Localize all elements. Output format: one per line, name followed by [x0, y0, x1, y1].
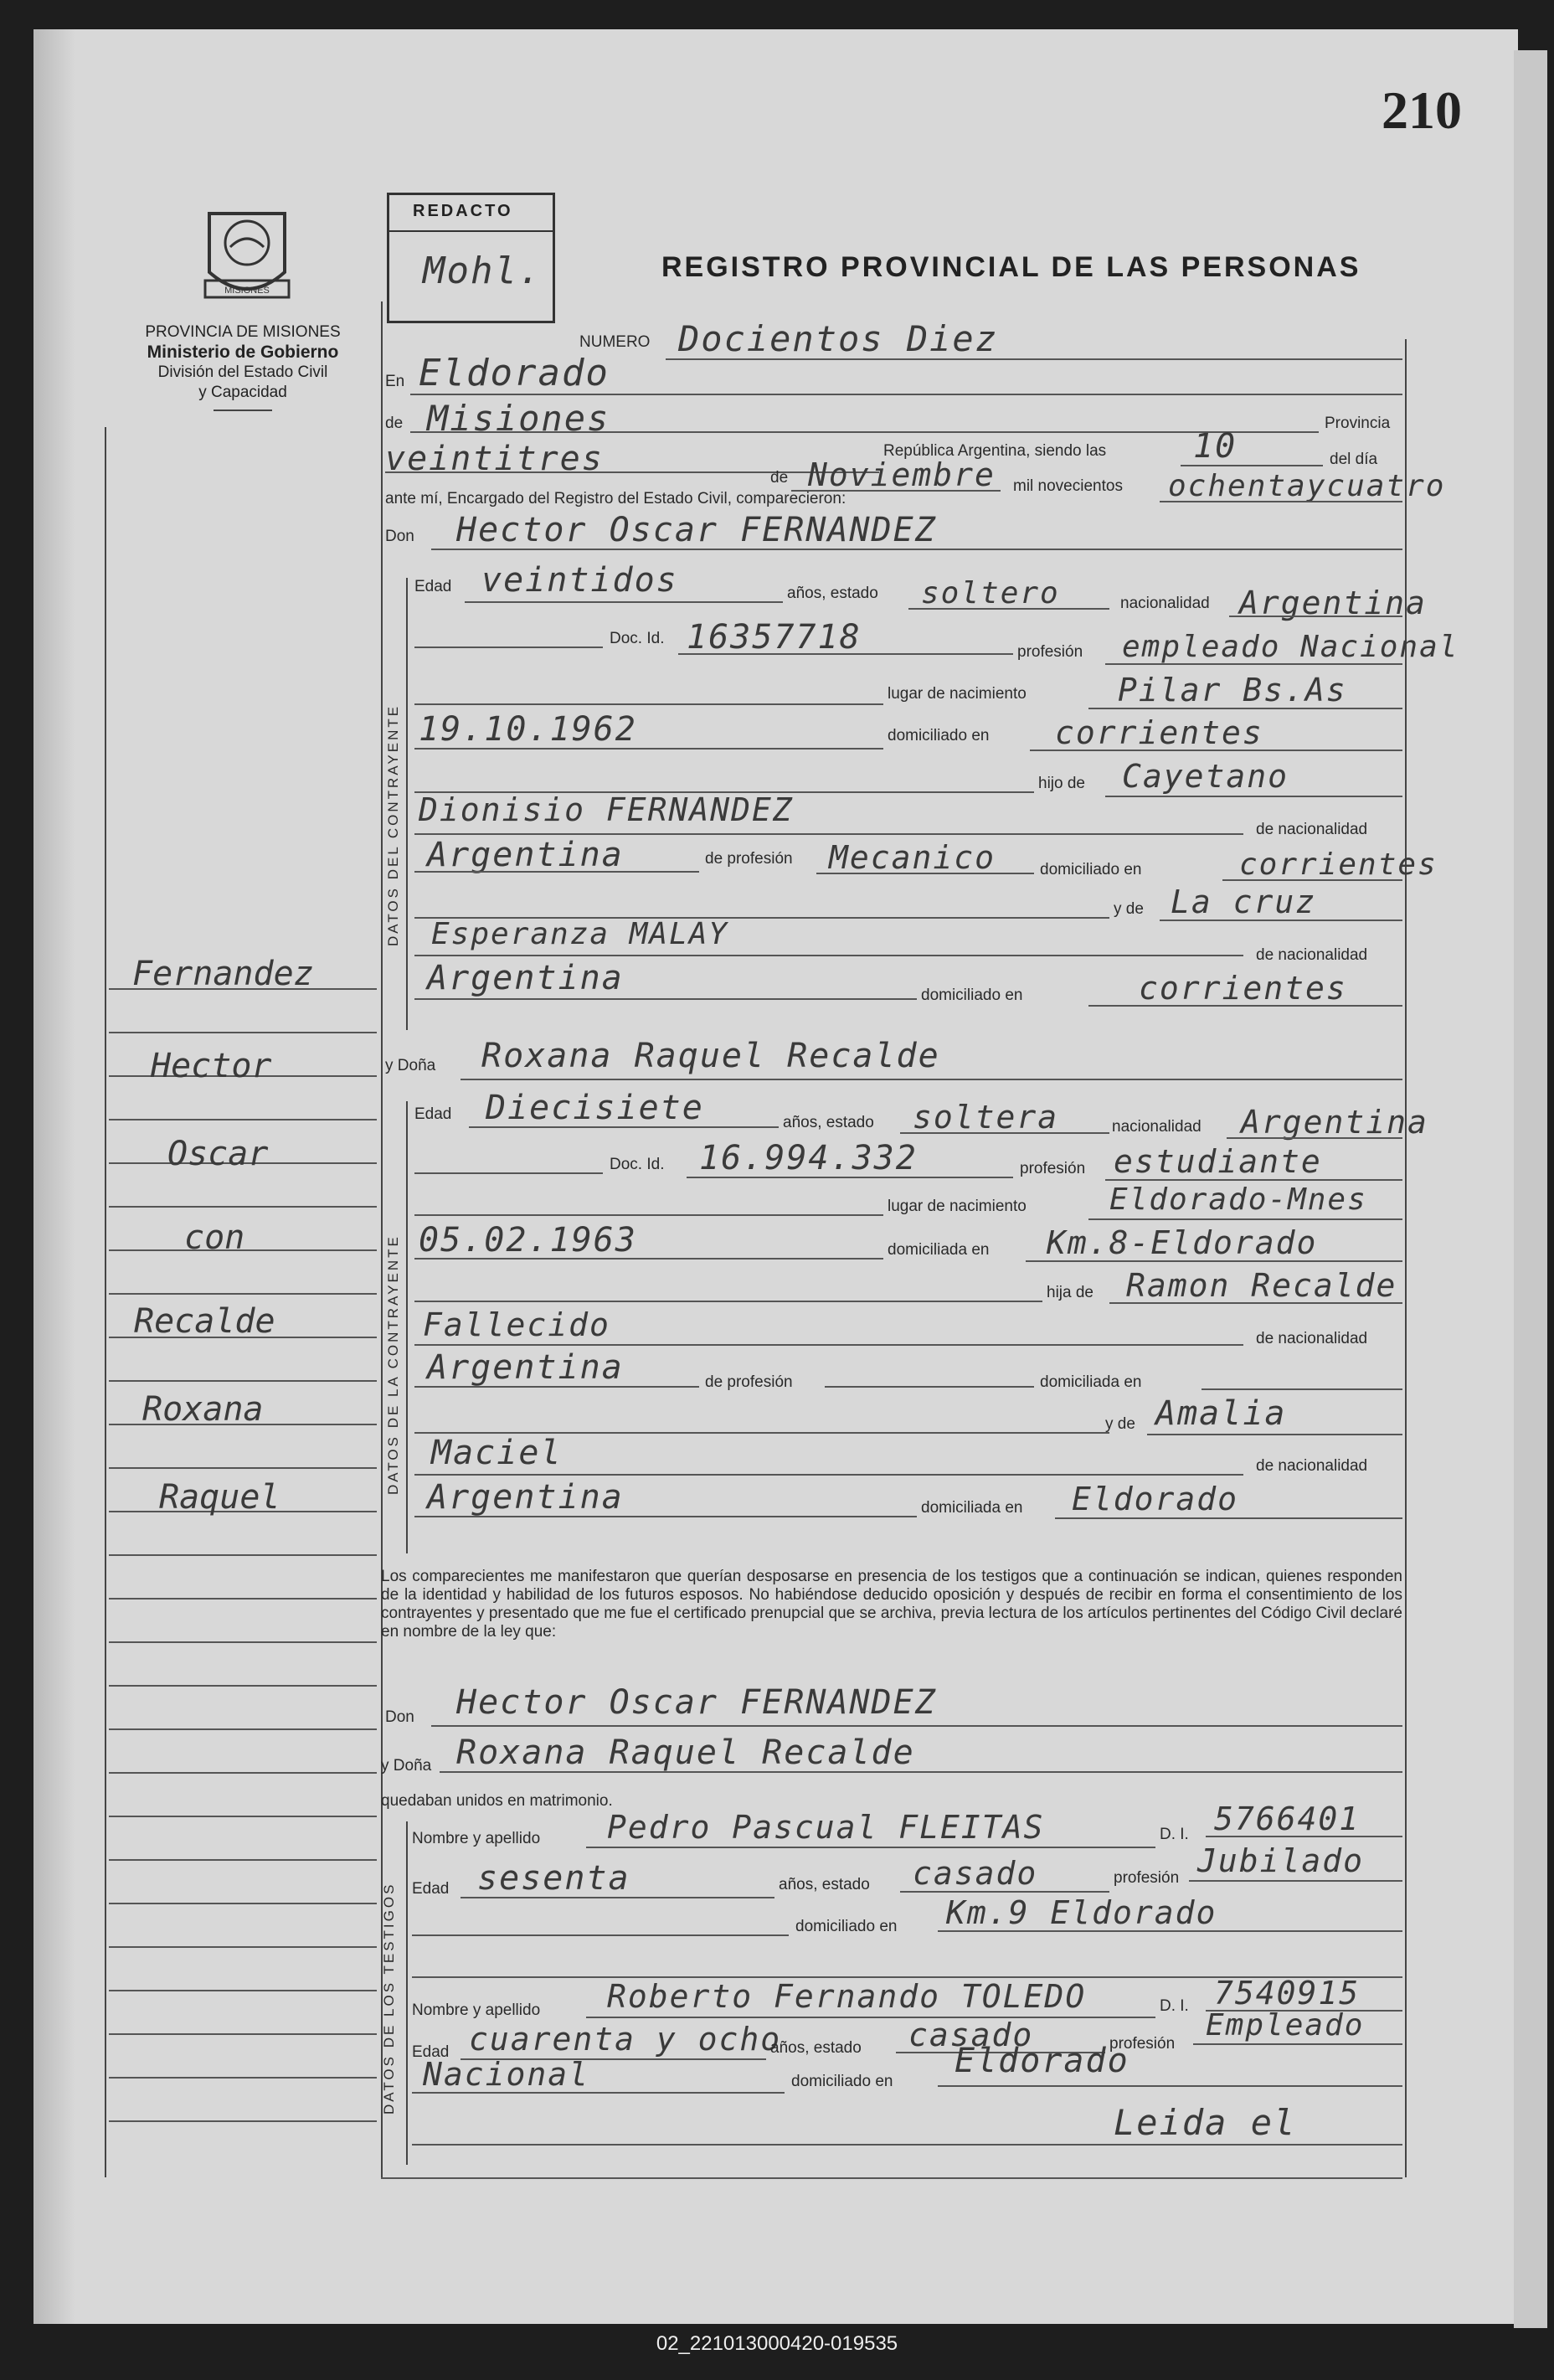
- padre-groom-value: Dionisio FERNANDEZ: [419, 791, 794, 828]
- padre-bride-estado: Fallecido: [423, 1306, 610, 1343]
- declaration-paragraph: Los comparecientes me manifestaron que querían desposarse en presencia de los testigos que a continuación se indican, quienes responden de la identidad y habilidad de los futuros esposos. No habiéndose deducido oposición y después de recibir en forma el consentimiento de los contrayentes y presentado que me fue el certificado prenupcial que se archiva, previa lectura de los artículos pertinentes del Código Civil declaré en nombre de la ley que:: [381, 1568, 1402, 1641]
- t1-di-label: D. I.: [1160, 1826, 1189, 1843]
- y-de-bride-label: y de: [1105, 1415, 1135, 1433]
- margin-rule-line: [109, 1554, 377, 1556]
- lugar-nacimiento-label: lugar de nacimiento: [888, 685, 1027, 703]
- margin-name-4: con: [184, 1218, 245, 1257]
- margin-rule-line: [109, 1685, 377, 1687]
- margin-rule-line: [109, 1990, 377, 1991]
- datos-la-contrayente-label: DATOS DE LA CONTRAYENTE: [385, 1234, 401, 1495]
- madre-bride-nac-value: Argentina: [427, 1478, 624, 1517]
- padre-bride-nac-label: de nacionalidad: [1256, 1330, 1368, 1347]
- t2-di-label: D. I.: [1160, 1997, 1189, 2015]
- madre-groom-value: Esperanza MALAY: [431, 917, 729, 951]
- t1-prof-value: Jubilado: [1197, 1842, 1365, 1879]
- margin-name-3: Oscar: [167, 1135, 269, 1173]
- madre-bride-nac-label: de nacionalidad: [1256, 1457, 1368, 1475]
- datos-testigos-label: DATOS DE LOS TESTIGOS: [381, 1882, 397, 2115]
- margin-rule-line: [109, 1728, 377, 1730]
- margin-name-1: Fernandez: [132, 955, 314, 993]
- margin-rule-line: [109, 1859, 377, 1861]
- ministry-name: Ministerio de Gobierno: [147, 343, 339, 362]
- page-edge: [1514, 50, 1547, 2328]
- issuer-heading: [105, 322, 381, 411]
- quedaban-label: quedaban unidos en matrimonio.: [381, 1792, 613, 1810]
- doc-bride-value: 16.994.332: [699, 1139, 918, 1177]
- redacto-initials: Mohl.: [423, 250, 543, 292]
- padre-nac-value: Argentina: [427, 836, 624, 874]
- dom-bride-value: Km.8-Eldorado: [1047, 1224, 1318, 1261]
- margin-name-2: Hector: [151, 1047, 272, 1085]
- profesion-bride-label: profesión: [1020, 1160, 1086, 1177]
- edad-label: Edad: [414, 578, 452, 595]
- page-number: 210: [1382, 80, 1462, 140]
- margin-rule-line: [109, 1772, 377, 1774]
- anos-estado-bride-label: años, estado: [783, 1114, 874, 1131]
- prof-bride-value: estudiante: [1114, 1143, 1322, 1180]
- padre-bride-dom-label: domiciliada en: [1040, 1373, 1142, 1391]
- hija-de-value: Ramon Recalde: [1126, 1267, 1397, 1304]
- dom-bride-label: domiciliada en: [888, 1241, 990, 1259]
- redacto-box: [387, 193, 555, 323]
- don-final-value: Hector Oscar FERNANDEZ: [456, 1683, 937, 1722]
- y-de-label: y de: [1114, 900, 1144, 918]
- t1-edad-value: sesenta: [477, 1859, 630, 1898]
- division-line-1: División del Estado Civil: [157, 363, 328, 381]
- margin-rule-line: [109, 1598, 377, 1600]
- margin-rule-line: [109, 1380, 377, 1382]
- madre-bride-dom-value: Eldorado: [1072, 1481, 1239, 1517]
- leida-value: Leida el: [1114, 2102, 1297, 2143]
- hija-de-label: hija de: [1047, 1284, 1093, 1301]
- de-mes-label: de: [770, 469, 789, 487]
- mes-value: Noviembre: [808, 456, 996, 493]
- t2-nombre-value: Roberto Fernando TOLEDO: [607, 1978, 1087, 2015]
- doc-bride-label: Doc. Id.: [610, 1156, 665, 1173]
- nacionalidad-label: nacionalidad: [1120, 595, 1210, 612]
- prof-groom-value: empleado Nacional: [1122, 630, 1459, 664]
- padre-dom-value: corrientes: [1239, 847, 1438, 882]
- margin-rule-line: [109, 1903, 377, 1904]
- padre-bride-nac-value: Argentina: [427, 1348, 624, 1387]
- lugar-groom-value: Pilar Bs.As: [1118, 672, 1347, 708]
- dona-value: Roxana Raquel Recalde: [481, 1037, 940, 1075]
- dom-groom-value: corrientes: [1055, 714, 1263, 751]
- t1-prof-label: profesión: [1114, 1869, 1180, 1887]
- hora-value: 10: [1193, 427, 1238, 466]
- edad-groom-value: veintidos: [481, 561, 678, 600]
- madre-dom-label: domiciliado en: [921, 987, 1023, 1004]
- profesion-label: profesión: [1017, 643, 1083, 661]
- estado-groom-value: soltero: [921, 576, 1060, 610]
- en-value: Eldorado: [419, 352, 610, 394]
- t2-prof-value: Empleado: [1206, 2008, 1365, 2043]
- fecha-groom-value: 19.10.1962: [419, 710, 637, 749]
- t2-dom-value: Eldorado: [955, 2042, 1129, 2080]
- t1-di-value: 5766401: [1214, 1800, 1361, 1837]
- anos-estado-label: años, estado: [787, 585, 878, 602]
- edad-bride-label: Edad: [414, 1105, 452, 1123]
- de-provincia-value: Misiones: [427, 398, 610, 439]
- ante-mi-label: ante mí, Encargado del Registro del Estado Civil, comparecieron:: [385, 490, 846, 507]
- t2-prof-cont-value: Nacional: [423, 2056, 590, 2093]
- en-label: En: [385, 373, 405, 390]
- t1-edad-label: Edad: [412, 1880, 450, 1898]
- t1-estado-label: años, estado: [779, 1876, 870, 1893]
- madre-dom-value: corrientes: [1139, 970, 1347, 1007]
- t2-di-value: 7540915: [1214, 1975, 1361, 2012]
- madre-bride-dom-label: domiciliada en: [921, 1499, 1023, 1517]
- fecha-bride-value: 05.02.1963: [419, 1221, 637, 1260]
- mil-novecientos-label: mil novecientos: [1013, 477, 1123, 495]
- lugar-bride-value: Eldorado-Mnes: [1109, 1182, 1367, 1217]
- provincial-crest-icon: [193, 197, 301, 310]
- madre-nac-value: Argentina: [427, 959, 624, 997]
- de-profesion-label: de profesión: [705, 850, 793, 868]
- y-dona-label: y Doña: [385, 1057, 436, 1074]
- margin-rule-line: [109, 1119, 377, 1120]
- crest-label: MISIONES: [224, 286, 270, 296]
- nac-groom-value: Argentina: [1239, 585, 1427, 621]
- hijo-de-value: Cayetano: [1122, 758, 1289, 795]
- margin-name-7: Raquel: [159, 1478, 280, 1517]
- y-de-bride-value: Amalia: [1155, 1394, 1287, 1433]
- margin-rule-line: [109, 2033, 377, 2035]
- redacto-label: REDACTO: [413, 202, 513, 220]
- padre-dom-label: domiciliado en: [1040, 861, 1142, 878]
- doc-id-label: Doc. Id.: [610, 630, 665, 647]
- t1-dom-value: Km.9 Eldorado: [946, 1894, 1217, 1931]
- margin-left-border: [105, 427, 106, 2177]
- margin-rule-line: [109, 1641, 377, 1643]
- de-label: de: [385, 415, 404, 432]
- y-dona-final-label: y Doña: [381, 1757, 432, 1775]
- hijo-de-label: hijo de: [1038, 775, 1085, 792]
- del-dia-label: del día: [1330, 451, 1378, 468]
- nacionalidad-bride-label: nacionalidad: [1112, 1118, 1202, 1136]
- t2-estado-value: casado: [908, 2017, 1034, 2053]
- estado-bride-value: soltera: [913, 1099, 1059, 1136]
- margin-rule-line: [109, 2077, 377, 2079]
- province-name: PROVINCIA DE MISIONES: [145, 323, 341, 341]
- document-title: REGISTRO PROVINCIAL DE LAS PERSONAS: [661, 251, 1361, 283]
- madre-nac-label: de nacionalidad: [1256, 946, 1368, 964]
- division-line-2: y Capacidad: [198, 384, 287, 401]
- dia-value: veintitres: [385, 440, 604, 478]
- t2-nombre-label: Nombre y apellido: [412, 2001, 541, 2019]
- margin-rule-line: [109, 1946, 377, 1948]
- domiciliado-label: domiciliado en: [888, 727, 990, 744]
- t1-nombre-value: Pedro Pascual FLEITAS: [607, 1809, 1045, 1846]
- datos-contrayente-label: DATOS DEL CONTRAYENTE: [385, 703, 401, 946]
- margin-rule-line: [109, 2120, 377, 2122]
- de-nacionalidad-label: de nacionalidad: [1256, 821, 1368, 838]
- nac-bride-value: Argentina: [1241, 1104, 1428, 1141]
- t1-nombre-label: Nombre y apellido: [412, 1830, 541, 1847]
- anio-value: ochentaycuatro: [1168, 469, 1446, 503]
- don-final-label: Don: [385, 1708, 414, 1726]
- t1-estado-value: casado: [913, 1855, 1038, 1892]
- t1-dom-label: domiciliado en: [795, 1918, 898, 1935]
- t2-edad-value: cuarenta y ocho: [469, 2021, 782, 2058]
- margin-rule-line: [109, 1467, 377, 1469]
- t2-dom-label: domiciliado en: [791, 2073, 893, 2090]
- numero-label: NUMERO: [579, 333, 651, 351]
- republica-label: República Argentina, siendo las: [883, 442, 1107, 460]
- lugar-bride-label: lugar de nacimiento: [888, 1198, 1027, 1215]
- numero-value: Docientos Diez: [678, 318, 999, 359]
- margin-rule-line: [109, 1032, 377, 1033]
- t2-estado-label: años, estado: [770, 2039, 862, 2057]
- doc-groom-value: 16357718: [687, 618, 862, 657]
- madre-bride-value: Maciel: [431, 1434, 563, 1472]
- edad-bride-value: Diecisiete: [486, 1089, 704, 1127]
- y-de-groom-value: La cruz: [1171, 883, 1317, 920]
- page-gutter: [33, 29, 75, 2324]
- image-footer-code: 02_221013000420-019535: [656, 2332, 898, 2355]
- margin-rule-line: [109, 1293, 377, 1295]
- margin-name-5: Recalde: [134, 1302, 275, 1341]
- margin-rule-line: [109, 1206, 377, 1208]
- padre-bride-prof-label: de profesión: [705, 1373, 793, 1391]
- padre-prof-value: Mecanico: [829, 839, 996, 876]
- don-label: Don: [385, 528, 414, 545]
- dona-final-value: Roxana Raquel Recalde: [456, 1733, 915, 1772]
- t2-prof-label: profesión: [1109, 2035, 1176, 2053]
- don-value: Hector Oscar FERNANDEZ: [456, 511, 937, 549]
- margin-rule-line: [109, 1816, 377, 1817]
- margin-name-6: Roxana: [142, 1390, 264, 1429]
- t2-edad-label: Edad: [412, 2043, 450, 2061]
- provincia-label: Provincia: [1325, 415, 1391, 432]
